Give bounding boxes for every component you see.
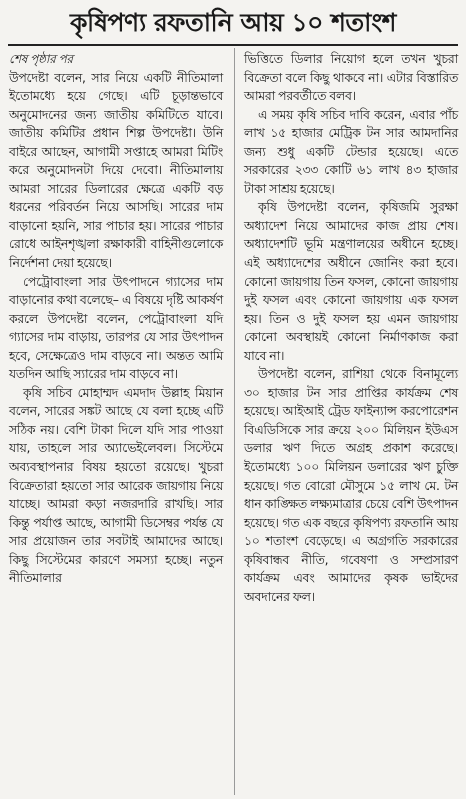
paragraph: ভিত্তিতে ডিলার নিয়োগ হলে তখন খুচরা বিক্রেতা বলে কিছু থাকবে না। এটার বিস্তারিত আমরা পরবর্তীতে বলব। (244, 51, 458, 104)
left-column (9, 50, 223, 588)
paragraph: এ সময় কৃষি সচিব দাবি করেন, এবার পাঁচ লাখ ১৫ হাজার মেট্রিক টন সার আমদানির জন্য শুধু একটি টেন্ডার হয়েছে। এতে সরকারের ২৩৩ কোটি ৬১ লাখ ৪৩ হাজার টাকা সাশ্রয় হয়েছে। (244, 106, 458, 196)
column-divider (234, 48, 235, 795)
continuation-label: শেষ পৃষ্ঠার পর (9, 52, 73, 66)
right-column (244, 50, 458, 606)
paragraph: কৃষি সচিব মোহাম্মদ এমদাদ উল্লাহ মিয়ান বলেন, সারের সঙ্কট আছে যে বলা হচ্ছে এটি সঠিক নয়। বেশি টাকা দিলে যদি সার পাওয়া যায়, তাহলে সার অ্যাভেইলেবল। সিস্টেমে অব্যবস্থাপনার বিষয় হয়তো রয়েছে। খুচরা বিক্রেতারা হয়তো সার আরেক জায়গায় নিয়ে যাচ্ছে। আমরা কড়া নজরদারি রাখছি। সার কিন্তু পর্যাপ্ত আছে, আগামী ডিসেম্বর পর্যন্ত যে সার প্রয়োজন তার সবটাই আমাদের আছে। কিছু সিস্টেমের কারণে সমস্যা হচ্ছে। নতুন নীতিমালার (9, 384, 223, 586)
headline: কৃষিপণ্য রফতানি আয় ১০ শতাংশ (70, 8, 396, 37)
paragraph: উপদেষ্টা বলেন, সার নিয়ে একটি নীতিমালা ইতোমধ্যে হয়ে গেছে। এটি চূড়ান্তভাবে অনুমোদনের জন্য জাতীয় কমিটিতে যাবে। জাতীয় কমিটির প্রধান শিল্প উপদেষ্টা। উনি বাইরে আছেন, আগামী সপ্তাহে আমরা মিটিং করে অনুমোদনটা দিয়ে দেবো। নীতিমালায় আমরা সারের ডিলারের ক্ষেত্রে একটি বড় ধরনের পরিবর্তন নিয়ে আসছি। সারের দাম বাড়ানো হয়নি, সার পাচার হয়। সারের পাচার রোধে আইনশৃঙ্খলা রক্ষাকারী বাহিনীগুলোকে নির্দেশনা দেয়া হয়েছে। (9, 69, 223, 271)
headline-rule (8, 44, 458, 46)
paragraph: উপদেষ্টা বলেন, রাশিয়া থেকে বিনামূল্যে ৩০ হাজার টন সার প্রাপ্তির কার্যক্রম শেষ হয়েছে। আইআই ট্রেড ফাইন্যান্স করপোরেশন বিএডিসিকে সার ক্রয়ে ২০০ মিলিয়ন ইউএস ডলার ঋণ দিতে অগ্রহ প্রকাশ করেছে। ইতোমধ্যে ১০০ মিলিয়ন ডলারের ঋণ চুক্তি হয়েছে। গত বোরো মৌসুমে ১৫ লাখ মে. টন ধান কাঙ্ক্ষিত লক্ষ্যমাত্রার চেয়ে বেশি উৎপাদন হয়েছে। গত এক বছরে কৃষিপণ্য রফতানি আয় ১০ শতাংশ বেড়েছে। এ অগ্রগতি সরকারের কৃষিবান্ধব নীতি, গবেষণা ও সম্প্রসারণ কার্যক্রম এবং আমাদের কৃষক ভাইদের অবদানের ফল। (244, 366, 458, 604)
paragraph: পেট্রোবাংলা সার উৎপাদনে গ্যাসের দাম বাড়ানোর কথা বলেছে– এ বিষয়ে দৃষ্টি আকর্ষণ করলে উপদেষ্টা বলেন, পেট্রোবাংলা যদি গ্যাসের দাম বাড়ায়, তারপর যে সার উৎপাদন হবে, সেক্ষেত্রেও দাম বাড়বে না। অন্তত আমি যতদিন আছি স্যারের দাম বাড়বে না। (9, 273, 223, 382)
paragraph: কৃষি উপদেষ্টা বলেন, কৃষিজমি সুরক্ষা অধ্যাদেশ নিয়ে আমাদের কাজ প্রায় শেষ। অধ্যাদেশটি ভূমি মন্ত্রণালয়ের অধীনে হচ্ছে। এই অধ্যাদেশের অধীনে জোনিং করা হবে। কোনো জায়গায় তিন ফসল, কোনো জায়গায় দুই ফসল এবং কোনো জায়গায় এক ফসল হয়। তিন ও দুই ফসল হয় এমন জায়গায় কোনো অবস্থায়ই কোনো নির্মাণকাজ করা যাবে না। (244, 199, 458, 363)
